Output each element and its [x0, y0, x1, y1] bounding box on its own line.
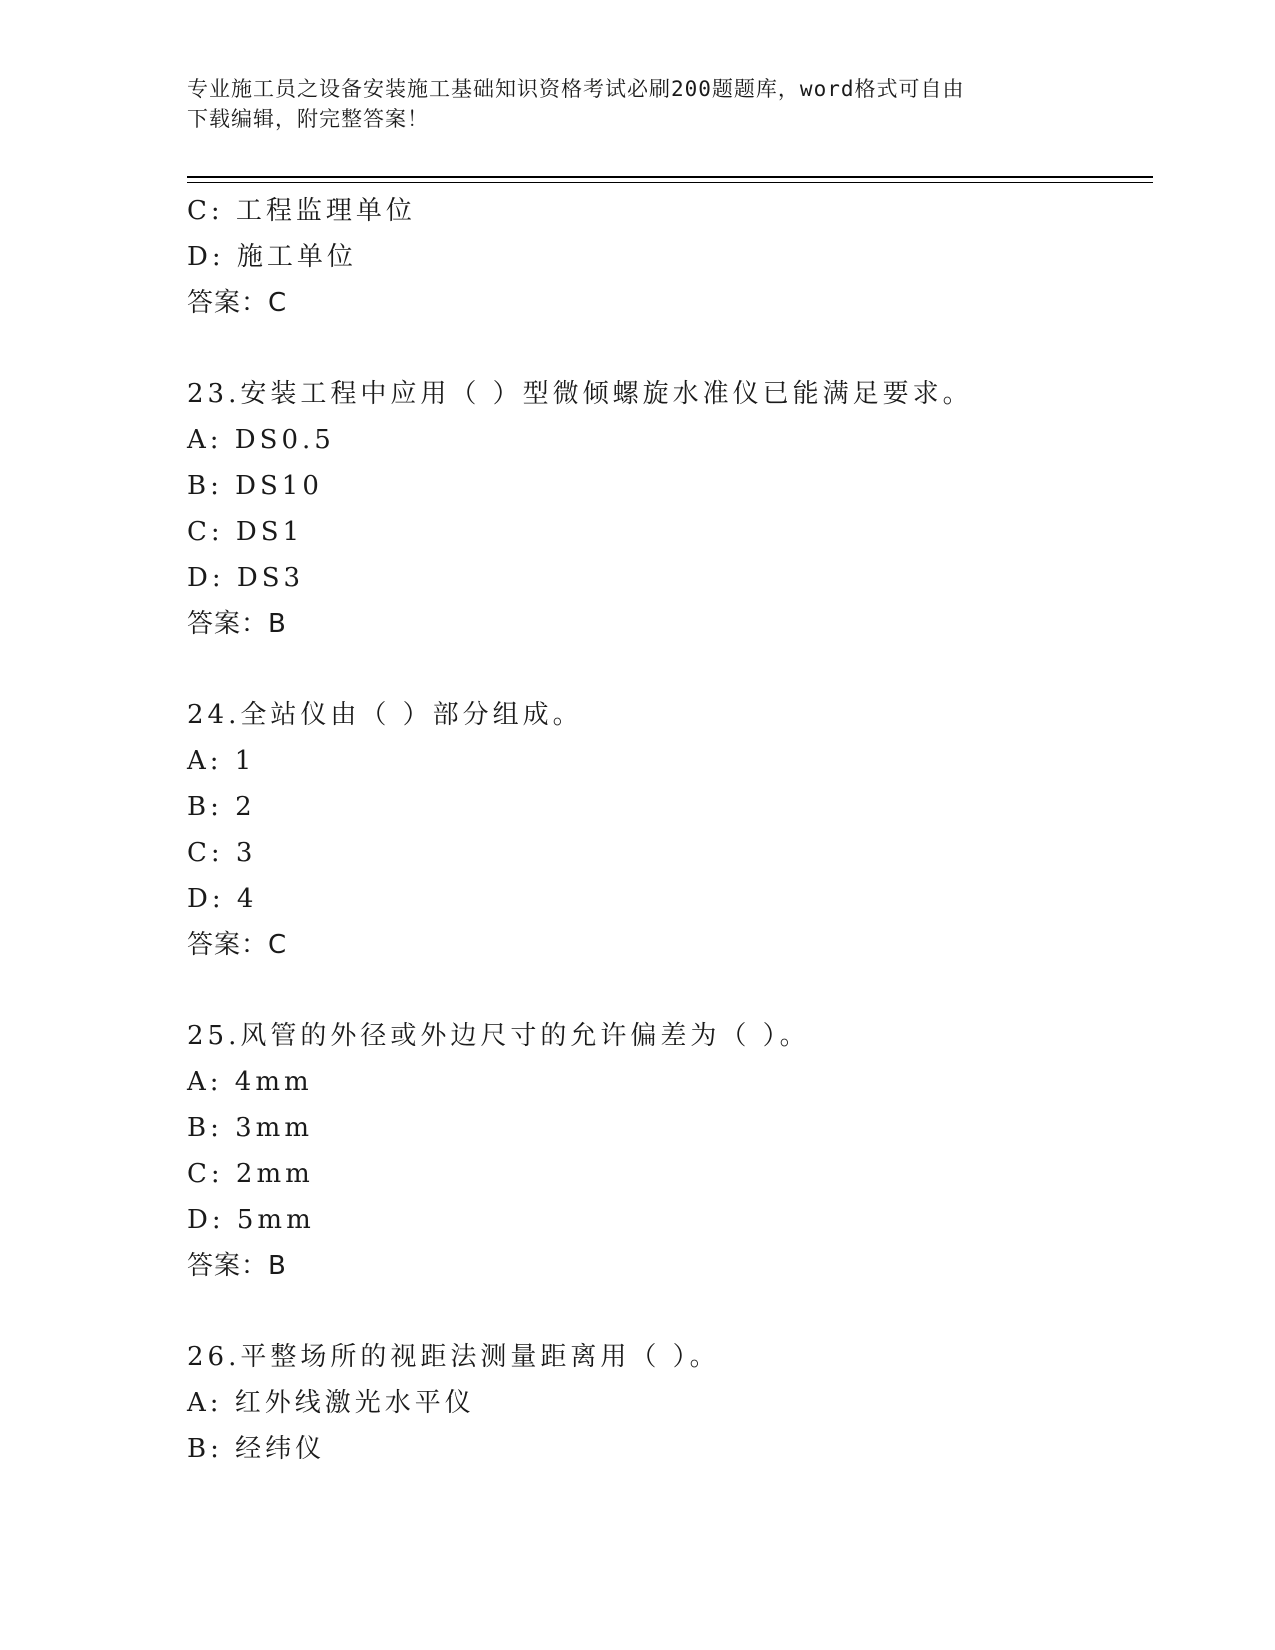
option-line: C: DS1	[187, 517, 304, 547]
option-line: A: 4mm	[187, 1067, 313, 1097]
question-stem: 23.安装工程中应用（ ）型微倾螺旋水准仪已能满足要求。	[187, 379, 973, 409]
option-line: A: 1	[187, 746, 256, 776]
header-line-2: 下载编辑，附完整答案！	[187, 107, 429, 131]
option-line: D: DS3	[187, 563, 305, 593]
option-line: A: 红外线激光水平仪	[187, 1388, 475, 1418]
answer-line: 答案：B	[187, 609, 287, 639]
question-stem: 24.全站仪由（ ）部分组成。	[187, 700, 583, 730]
option-line: A: DS0.5	[187, 425, 335, 455]
answer-line: 答案：C	[187, 288, 288, 318]
option-line: C: 工程监理单位	[187, 196, 416, 226]
question-stem: 26.平整场所的视距法测量距离用（ ）。	[187, 1342, 720, 1372]
question-list	[187, 188, 1147, 1472]
option-line: D: 4	[187, 884, 258, 914]
option-line: C: 3	[187, 838, 257, 868]
option-line: C: 2mm	[187, 1159, 314, 1189]
question-23	[187, 371, 1147, 647]
question-25	[187, 1013, 1147, 1289]
document-header	[187, 74, 1067, 134]
option-line: B: 经纬仪	[187, 1434, 326, 1464]
header-line-1: 专业施工员之设备安装施工基础知识资格考试必刷200题题库，word格式可自由	[187, 77, 965, 101]
option-line: D: 施工单位	[187, 242, 357, 272]
option-line: B: DS10	[187, 471, 323, 501]
question-24	[187, 692, 1147, 968]
option-line: D: 5mm	[187, 1205, 315, 1235]
answer-line: 答案：B	[187, 1251, 287, 1281]
answer-line: 答案：C	[187, 930, 288, 960]
question-26	[187, 1334, 1147, 1472]
header-divider-thick	[187, 176, 1153, 178]
question-stem: 25.风管的外径或外边尺寸的允许偏差为（ ）。	[187, 1021, 810, 1051]
option-line: B: 2	[187, 792, 256, 822]
continued-question	[187, 188, 1147, 326]
option-line: B: 3mm	[187, 1113, 313, 1143]
header-divider-thin	[187, 182, 1153, 183]
